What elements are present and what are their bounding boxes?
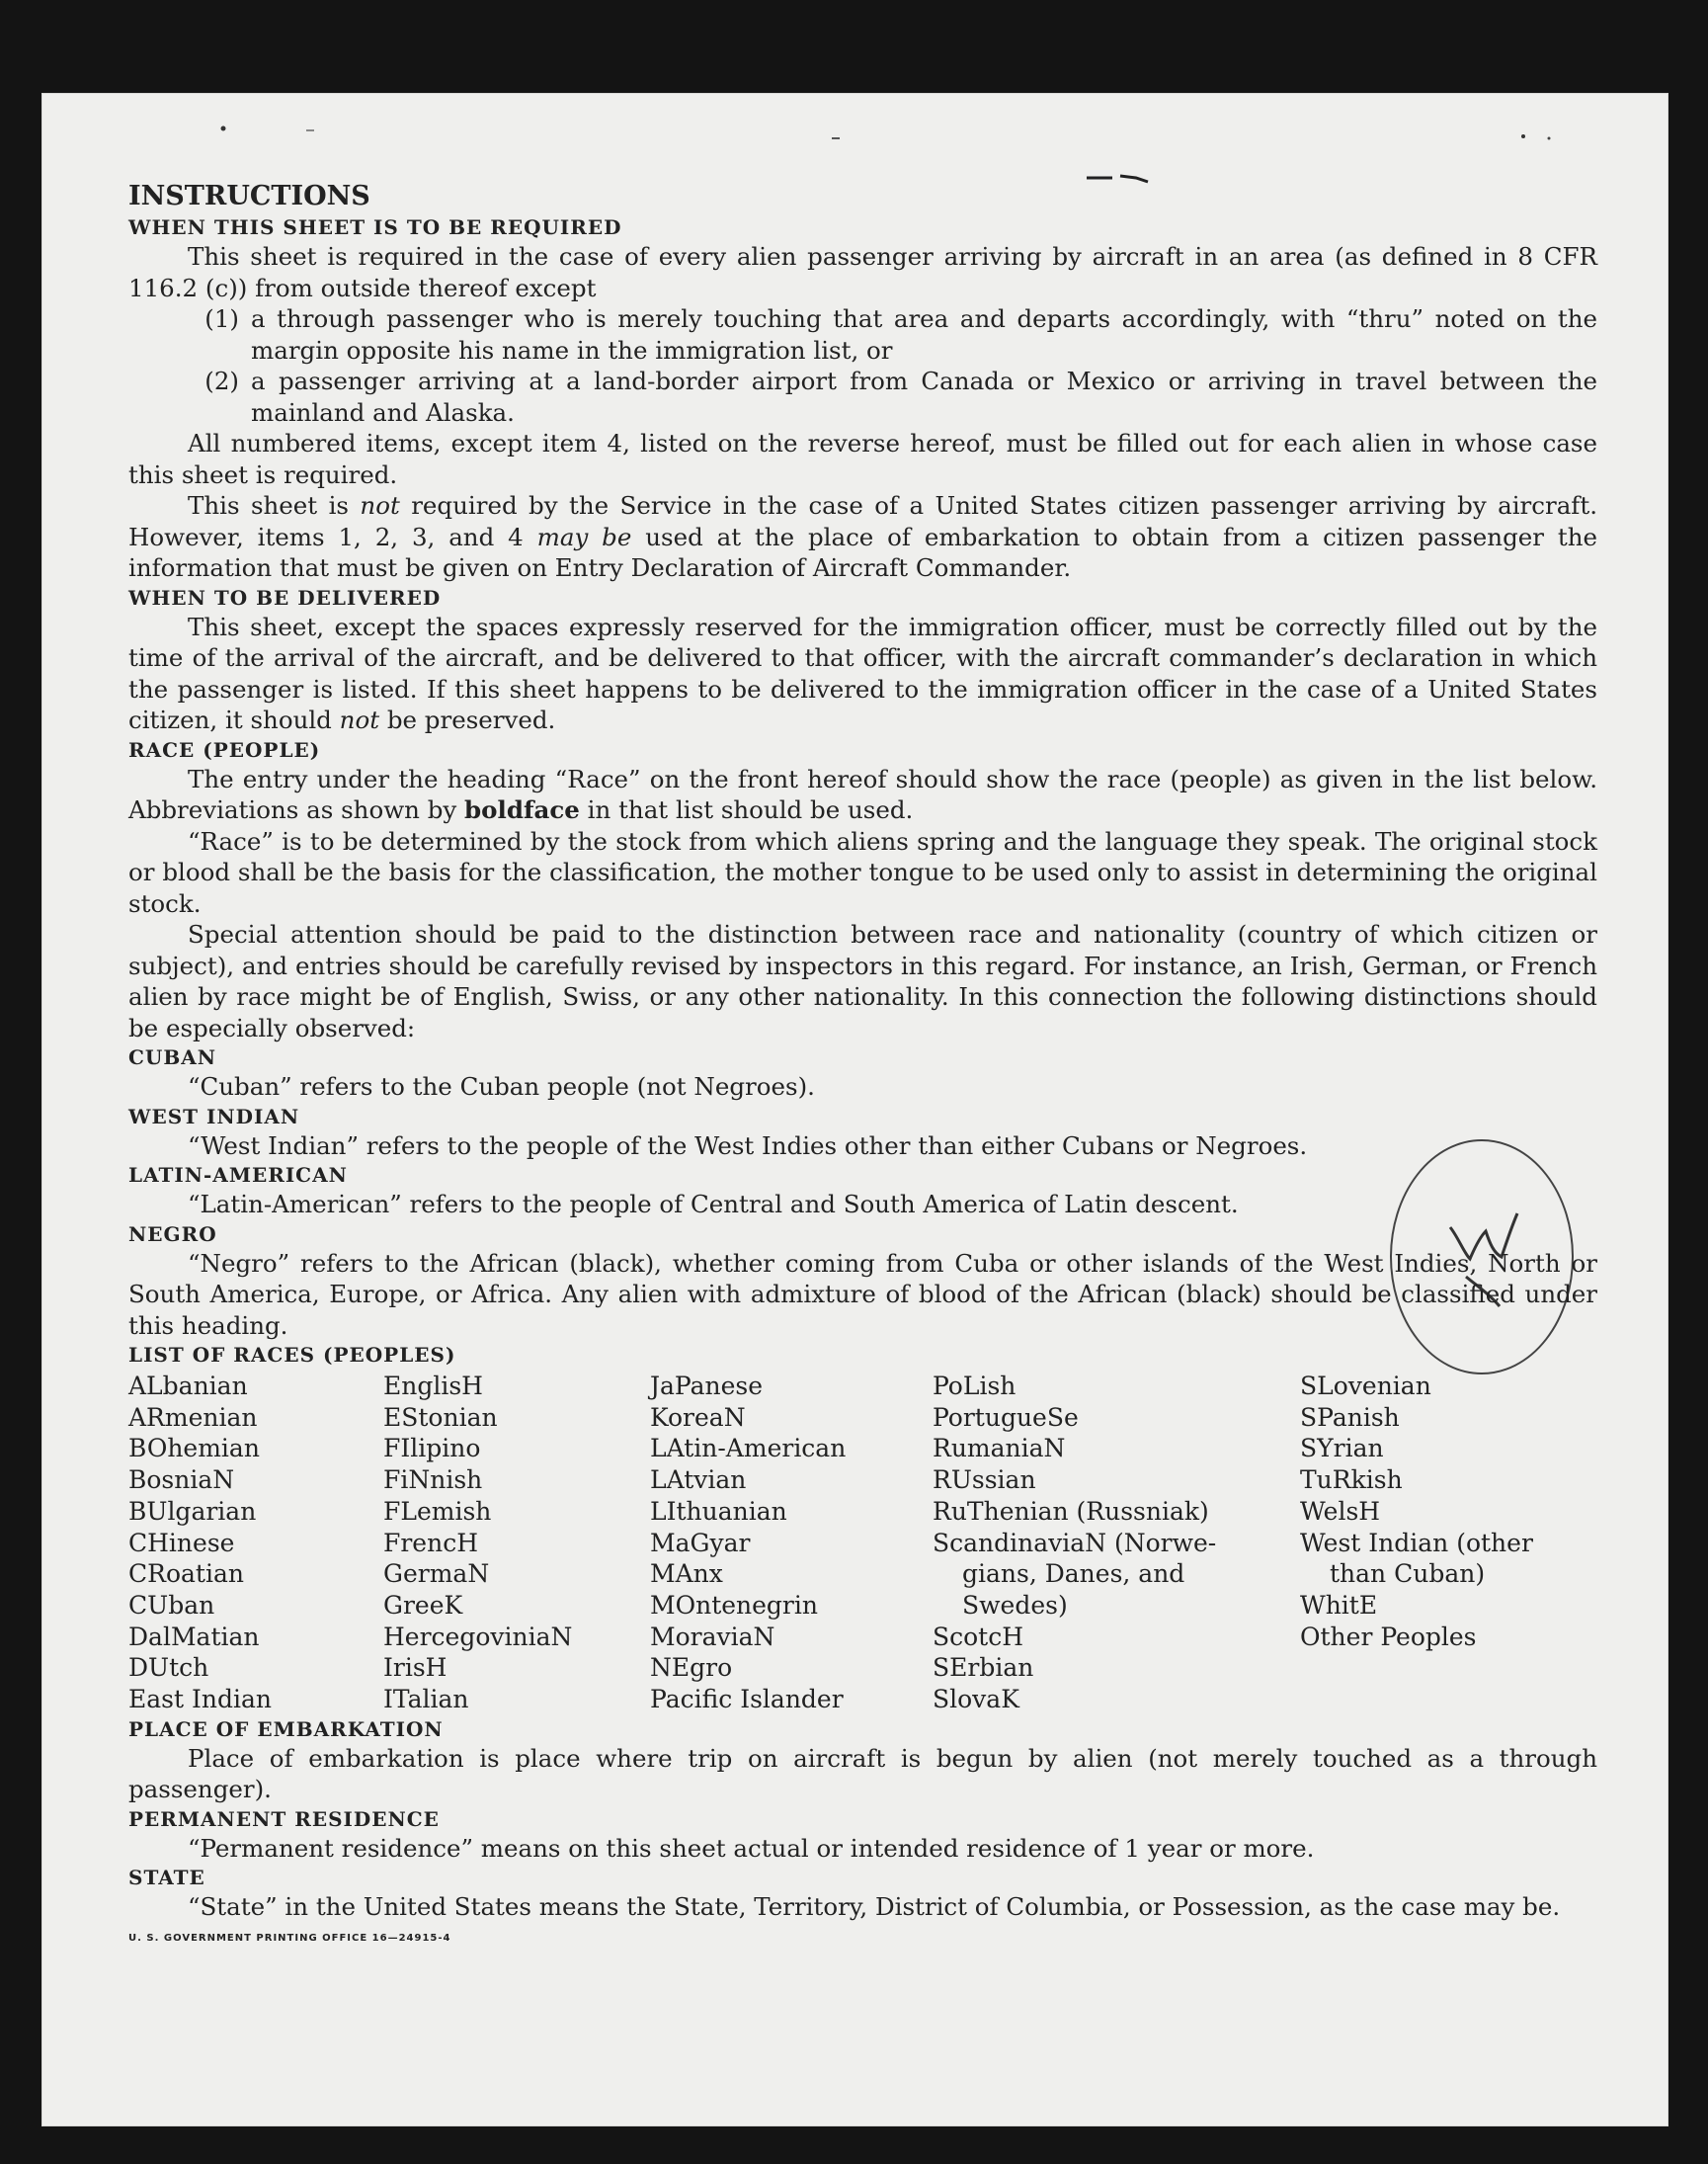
paragraph-embarkation: Place of embarkation is place where trip on aircraft is begun by alien (not merely touched as a through passenger). [128, 1743, 1597, 1804]
race-entry: TuRkish [1300, 1465, 1403, 1495]
race-entry: Pacific Islander [650, 1685, 844, 1714]
race-entry: BOhemian [128, 1434, 260, 1463]
race-entry: NEgro [650, 1653, 733, 1683]
race-entry: Other Peoples [1300, 1622, 1477, 1651]
paragraph-numbered-items: All numbered items, except item 4, listed on the reverse hereof, must be filled out for each alien in whose case this sheet is required. [128, 429, 1597, 489]
paragraph-race-nationality: Special attention should be paid to the distinction between race and nationality (country of which citizen or subject), and entries should be carefully revised by inspectors in this regard. For instance, an Irish, German, or French alien by race might be of English, Swiss, or any other nationality. In this connection the following distinctions should be especially observed: [128, 920, 1597, 1042]
race-entry: FLemish [383, 1496, 492, 1526]
race-entry: MaGyar [650, 1528, 751, 1557]
race-entry: BUlgarian [128, 1496, 257, 1526]
race-entry: PoLish [933, 1372, 1017, 1400]
race-entry: PortugueSe [933, 1402, 1079, 1432]
race-entry: DUtch [128, 1653, 209, 1683]
race-entry: GermaN [383, 1559, 490, 1589]
race-entry: CRoatian [128, 1559, 244, 1589]
race-entry: than Cuban) [1330, 1559, 1486, 1589]
race-entry: WelsH [1300, 1496, 1381, 1526]
race-entry: EnglisH [383, 1372, 483, 1400]
race-entry: MoraviaN [650, 1622, 775, 1651]
race-entry: ScandinaviaN (Norwe- [933, 1528, 1217, 1557]
paragraph-race-definition: “Race” is to be determined by the stock from which aliens spring and the language they speak. The original stock or blood shall be the basis for the classification, the mother tongue to be used only to assist in determining the original stock. [128, 826, 1597, 918]
race-column-4 [933, 1371, 1300, 1715]
race-entry: RumaniaN [933, 1434, 1066, 1463]
race-entry: CHinese [128, 1528, 235, 1557]
race-entry: LAtvian [650, 1465, 747, 1495]
race-entry: RUssian [933, 1465, 1036, 1495]
race-column-5 [1300, 1371, 1596, 1715]
race-entry: ITalian [383, 1685, 469, 1714]
race-entry: FrencH [383, 1528, 478, 1557]
heading-list-of-races: LIST OF RACES (PEOPLES) [128, 1343, 456, 1367]
race-entry: SErbian [933, 1653, 1034, 1683]
race-entry: RuThenian (Russniak) [933, 1496, 1209, 1526]
heading-embarkation: PLACE OF EMBARKATION [128, 1716, 444, 1741]
paragraph-citizen-passenger: This sheet is not required by the Service in the case of a United States citizen passenger arriving by aircraft. However, items 1, 2, 3, and 4 may be used at the place of embarkation to obtain from a citizen passenger the information that must be given on Entry Declaration of Aircraft Commander. [128, 491, 1598, 582]
heading-latin-american: LATIN-AMERICAN [128, 1163, 348, 1187]
race-entry: gians, Danes, and [962, 1559, 1185, 1589]
race-column-1 [128, 1371, 383, 1715]
exception-item-2 [128, 366, 1597, 428]
race-entry: MAnx [650, 1559, 723, 1589]
paragraph-negro: “Negro” refers to the African (black), whether coming from Cuba or other islands of the West Indies, North or South America, Europe, or Africa. Any alien with admixture of blood of the African (black) should be classified under this heading. [128, 1248, 1597, 1340]
race-entry: ScotcH [933, 1622, 1024, 1651]
race-entry: ARmenian [128, 1402, 258, 1432]
race-entry: MOntenegrin [650, 1590, 818, 1620]
race-entry: FIlipino [383, 1434, 481, 1463]
race-entry: FiNnish [383, 1465, 483, 1495]
race-column-3 [650, 1371, 933, 1715]
race-entry: IrisH [383, 1653, 447, 1683]
heading-when-required: WHEN THIS SHEET IS TO BE REQUIRED [128, 215, 622, 239]
heading-state: STATE [128, 1866, 205, 1890]
race-entry: SLovenian [1300, 1372, 1431, 1400]
race-entry: Swedes) [962, 1590, 1068, 1620]
paragraph-cuban: “Cuban” refers to the Cuban people (not Negroes). [188, 1072, 815, 1101]
heading-negro: NEGRO [128, 1221, 217, 1246]
heading-west-indian: WEST INDIAN [128, 1104, 300, 1128]
item-number: (1) [204, 304, 239, 333]
page-title: INSTRUCTIONS [128, 181, 370, 211]
race-entry: SPanish [1300, 1402, 1400, 1432]
race-list [128, 1371, 1597, 1715]
race-entry: BosniaN [128, 1465, 235, 1495]
race-entry: KoreaN [650, 1402, 746, 1432]
heading-cuban: CUBAN [128, 1045, 217, 1069]
race-entry: DalMatian [128, 1622, 260, 1651]
race-entry: GreeK [383, 1590, 463, 1620]
race-entry: EStonian [383, 1402, 498, 1432]
printer-imprint: U. S. GOVERNMENT PRINTING OFFICE 16—24915-4 [128, 1932, 451, 1944]
race-column-2 [383, 1371, 650, 1715]
paragraph-when-delivered: This sheet, except the spaces expressly reserved for the immigration officer, must be correctly filled out by the time of the arrival of the aircraft, and be delivered to that officer, with the aircraft commander’s declaration in which the passenger is listed. If this sheet happens to be delivered to the immigration officer in the case of a United States citizen, it should not be preserved. [128, 612, 1597, 734]
race-entry: HercegoviniaN [383, 1622, 573, 1651]
heading-race: RACE (PEOPLE) [128, 737, 321, 762]
race-entry: CUban [128, 1590, 215, 1620]
item-text: a through passenger who is merely touching that area and departs accordingly, with “thru” noted on the margin opposite his name in the immigration list, or [251, 304, 1597, 365]
document-page [41, 93, 1668, 2126]
race-entry: SYrian [1300, 1434, 1384, 1463]
item-number: (2) [204, 367, 239, 395]
race-entry: JaPanese [650, 1372, 764, 1400]
race-entry: WhitE [1300, 1590, 1378, 1620]
exception-item-1 [128, 303, 1597, 366]
paragraph-latin-american: “Latin-American” refers to the people of Central and South America of Latin descent. [188, 1190, 1239, 1218]
paragraph-when-required: This sheet is required in the case of every alien passenger arriving by aircraft in an area (as defined in 8 CFR 116.2 (c)) from outside thereof except [128, 242, 1597, 302]
paragraph-state: “State” in the United States means the State, Territory, District of Columbia, or Possession, as the case may be. [188, 1892, 1561, 1922]
instructions-body [128, 180, 1597, 1954]
item-text: a passenger arriving at a land-border airport from Canada or Mexico or arriving in travel between the mainland and Alaska. [251, 367, 1597, 427]
paragraph-west-indian: “West Indian” refers to the people of the West Indies other than either Cubans or Negroes. [188, 1130, 1308, 1160]
heading-permanent-residence: PERMANENT RESIDENCE [128, 1806, 440, 1831]
paragraph-race-entry: The entry under the heading “Race” on the front hereof should show the race (people) as given in the list below. Abbreviations as shown by boldface in that list should be used. [128, 764, 1597, 824]
race-entry: SlovaK [933, 1685, 1019, 1714]
race-entry: LAtin-American [650, 1434, 847, 1463]
race-entry: LIthuanian [650, 1496, 787, 1526]
race-entry: West Indian (other [1300, 1528, 1533, 1557]
race-entry: ALbanian [128, 1372, 248, 1400]
race-entry: East Indian [128, 1685, 272, 1714]
paragraph-permanent-residence: “Permanent residence” means on this sheet actual or intended residence of 1 year or more. [188, 1833, 1315, 1863]
heading-when-delivered: WHEN TO BE DELIVERED [128, 585, 442, 610]
